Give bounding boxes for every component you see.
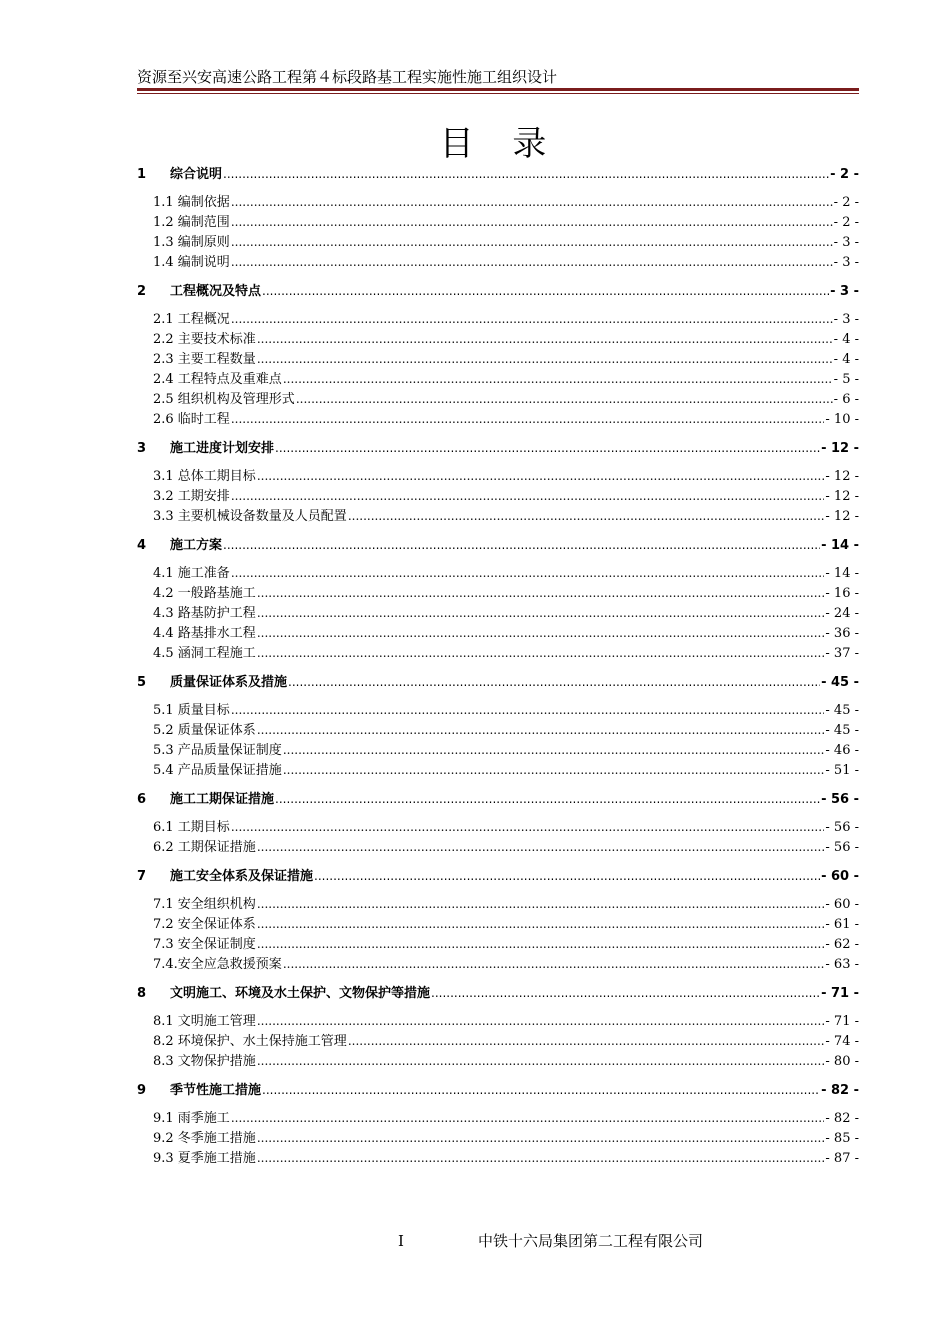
toc-section-4[interactable] xyxy=(137,535,859,555)
toc-leader-dots xyxy=(257,720,825,741)
toc-subsection[interactable] xyxy=(137,583,859,603)
toc-subsection-label: 9.3 夏季施工措施 xyxy=(153,1151,256,1166)
toc-page-number: - 2 - xyxy=(830,167,859,182)
toc-leader-dots xyxy=(283,954,825,975)
toc-page-number: - 5 - xyxy=(833,372,859,387)
toc-subsection[interactable] xyxy=(137,232,859,252)
toc-subsection[interactable] xyxy=(137,643,859,663)
toc-subsection-label: 8.3 文物保护措施 xyxy=(153,1054,256,1069)
toc-subsection-label: 5.1 质量目标 xyxy=(153,703,230,718)
toc-leader-dots xyxy=(257,1051,825,1072)
toc-leader-dots xyxy=(231,486,825,507)
toc-page-number: - 82 - xyxy=(825,1111,859,1126)
toc-subsection-label: 3.2 工期安排 xyxy=(153,489,230,504)
toc-subsection-label: 3.1 总体工期目标 xyxy=(153,469,256,484)
toc-subsection[interactable] xyxy=(137,934,859,954)
toc-section-label: 施工安全体系及保证措施 xyxy=(170,869,314,884)
toc-subsection[interactable] xyxy=(137,192,859,212)
toc-leader-dots xyxy=(314,866,820,887)
toc-section-number: 6 xyxy=(137,792,147,807)
toc-leader-dots xyxy=(231,309,833,330)
toc-section-8[interactable] xyxy=(137,983,859,1003)
footer-organization: 中铁十六局集团第二工程有限公司 xyxy=(478,1232,704,1250)
toc-section-label: 施工进度计划安排 xyxy=(170,441,275,456)
toc-leader-dots xyxy=(257,329,833,350)
toc-subsection[interactable] xyxy=(137,466,859,486)
toc-subsection-label: 2.6 临时工程 xyxy=(153,412,230,427)
toc-page-number: - 80 - xyxy=(825,1054,859,1069)
toc-leader-dots xyxy=(348,1031,825,1052)
toc-subsection-label: 5.4 产品质量保证措施 xyxy=(153,763,282,778)
toc-leader-dots xyxy=(231,409,825,430)
toc-leader-dots xyxy=(231,817,825,838)
toc-page-number: - 56 - xyxy=(825,820,859,835)
toc-subsection[interactable] xyxy=(137,252,859,272)
toc-leader-dots xyxy=(257,603,825,624)
toc-page-number: - 60 - xyxy=(821,869,859,884)
toc-subsection-label: 1.3 编制原则 xyxy=(153,235,230,250)
toc-subsection-label: 5.2 质量保证体系 xyxy=(153,723,256,738)
toc-leader-dots xyxy=(223,164,829,185)
toc-subsection[interactable] xyxy=(137,720,859,740)
toc-section-2[interactable] xyxy=(137,281,859,301)
toc-section-number: 5 xyxy=(137,675,147,690)
toc-page-number: - 3 - xyxy=(833,255,859,270)
toc-page-number: - 10 - xyxy=(825,412,859,427)
toc-subsection[interactable] xyxy=(137,740,859,760)
toc-leader-dots xyxy=(296,389,833,410)
toc-page-number: - 60 - xyxy=(825,897,859,912)
toc-page-number: - 62 - xyxy=(825,937,859,952)
toc-section-number: 7 xyxy=(137,869,147,884)
footer-page-number: I xyxy=(398,1232,404,1250)
toc-section-number: 8 xyxy=(137,986,147,1001)
toc-subsection-label: 9.1 雨季施工 xyxy=(153,1111,230,1126)
toc-subsection-label: 4.3 路基防护工程 xyxy=(153,606,256,621)
toc-subsection-label: 9.2 冬季施工措施 xyxy=(153,1131,256,1146)
toc-page-number: - 51 - xyxy=(825,763,859,778)
toc-section-label: 施工工期保证措施 xyxy=(170,792,275,807)
toc-leader-dots xyxy=(275,438,820,459)
toc-leader-dots xyxy=(283,740,825,761)
toc-page-number: - 14 - xyxy=(825,566,859,581)
toc-subsection[interactable] xyxy=(137,486,859,506)
toc-subsection-label: 7.1 安全组织机构 xyxy=(153,897,256,912)
toc-subsection[interactable] xyxy=(137,1108,859,1128)
toc-page-number: - 37 - xyxy=(825,646,859,661)
toc-leader-dots xyxy=(257,914,825,935)
toc-leader-dots xyxy=(431,983,820,1004)
toc-leader-dots xyxy=(283,369,833,390)
toc-subsection[interactable] xyxy=(137,389,859,409)
toc-leader-dots xyxy=(223,535,820,556)
toc-subsection-label: 1.2 编制范围 xyxy=(153,215,230,230)
toc-leader-dots xyxy=(257,349,833,370)
toc-page-number: - 45 - xyxy=(825,703,859,718)
toc-subsection-label: 1.1 编制依据 xyxy=(153,195,230,210)
toc-leader-dots xyxy=(257,1148,825,1169)
toc-section-9[interactable] xyxy=(137,1080,859,1100)
toc-subsection-label: 2.2 主要技术标准 xyxy=(153,332,256,347)
toc-subsection[interactable] xyxy=(137,409,859,429)
toc-subsection-label: 7.3 安全保证制度 xyxy=(153,937,256,952)
toc-leader-dots xyxy=(257,894,825,915)
toc-page-number: - 45 - xyxy=(821,675,859,690)
toc-subsection-label: 6.2 工期保证措施 xyxy=(153,840,256,855)
toc-subsection-label: 4.4 路基排水工程 xyxy=(153,626,256,641)
toc-subsection[interactable] xyxy=(137,1148,859,1168)
toc-subsection[interactable] xyxy=(137,837,859,857)
toc-subsection-label: 2.3 主要工程数量 xyxy=(153,352,256,367)
toc-leader-dots xyxy=(257,583,825,604)
toc-page-number: - 4 - xyxy=(833,352,859,367)
toc-leader-dots xyxy=(283,760,825,781)
toc-page-number: - 12 - xyxy=(825,509,859,524)
toc-subsection-label: 6.1 工期目标 xyxy=(153,820,230,835)
toc-subsection[interactable] xyxy=(137,1011,859,1031)
toc-leader-dots xyxy=(348,506,825,527)
toc-section-label: 文明施工、环境及水土保护、文物保护等措施 xyxy=(170,986,431,1001)
toc-page-number: - 14 - xyxy=(821,538,859,553)
toc-leader-dots xyxy=(231,563,825,584)
toc-leader-dots xyxy=(231,700,825,721)
toc-subsection[interactable] xyxy=(137,212,859,232)
toc-page-number: - 45 - xyxy=(825,723,859,738)
toc-section-number: 4 xyxy=(137,538,147,553)
toc-subsection-label: 5.3 产品质量保证制度 xyxy=(153,743,282,758)
toc-page-number: - 12 - xyxy=(821,441,859,456)
toc-subsection[interactable] xyxy=(137,700,859,720)
toc-leader-dots xyxy=(262,1080,820,1101)
toc-page-number: - 87 - xyxy=(825,1151,859,1166)
toc-leader-dots xyxy=(257,623,825,644)
toc-page-number: - 85 - xyxy=(825,1131,859,1146)
toc-leader-dots xyxy=(288,672,820,693)
toc-leader-dots xyxy=(257,934,825,955)
toc-subsection-label: 7.4.安全应急救援预案 xyxy=(153,957,282,972)
toc-subsection[interactable] xyxy=(137,369,859,389)
toc-section-label: 工程概况及特点 xyxy=(170,284,262,299)
toc-subsection[interactable] xyxy=(137,894,859,914)
toc-section-number: 9 xyxy=(137,1083,147,1098)
toc-subsection[interactable] xyxy=(137,817,859,837)
toc-leader-dots xyxy=(275,789,820,810)
toc-section-number: 3 xyxy=(137,441,147,456)
toc-page-number: - 71 - xyxy=(821,986,859,1001)
toc-subsection[interactable] xyxy=(137,623,859,643)
toc-page-number: - 56 - xyxy=(821,792,859,807)
toc-subsection[interactable] xyxy=(137,914,859,934)
toc-leader-dots xyxy=(231,192,833,213)
toc-subsection-label: 8.2 环境保护、水土保持施工管理 xyxy=(153,1034,347,1049)
toc-page-number: - 3 - xyxy=(830,284,859,299)
toc-subsection-label: 2.1 工程概况 xyxy=(153,312,230,327)
toc-subsection[interactable] xyxy=(137,603,859,623)
toc-page-number: - 2 - xyxy=(833,215,859,230)
toc-page-number: - 2 - xyxy=(833,195,859,210)
toc-page-number: - 46 - xyxy=(825,743,859,758)
toc-section-number: 1 xyxy=(137,167,147,182)
toc-leader-dots xyxy=(257,1011,825,1032)
toc-leader-dots xyxy=(257,643,825,664)
toc-page-number: - 24 - xyxy=(825,606,859,621)
toc-leader-dots xyxy=(231,1108,825,1129)
toc-subsection[interactable] xyxy=(137,506,859,526)
toc-page-number: - 3 - xyxy=(833,312,859,327)
toc-leader-dots xyxy=(257,837,825,858)
toc-page-number: - 82 - xyxy=(821,1083,859,1098)
toc-page-number: - 6 - xyxy=(833,392,859,407)
toc-section-3[interactable] xyxy=(137,438,859,458)
toc-subsection-label: 4.1 施工准备 xyxy=(153,566,230,581)
toc-leader-dots xyxy=(257,1128,825,1149)
toc-section-label: 施工方案 xyxy=(170,538,223,553)
toc-section-number: 2 xyxy=(137,284,147,299)
toc-page-number: - 12 - xyxy=(825,489,859,504)
header-rule xyxy=(137,88,859,94)
toc-leader-dots xyxy=(231,212,833,233)
toc-subsection-label: 4.2 一般路基施工 xyxy=(153,586,256,601)
table-of-contents xyxy=(137,164,859,1168)
toc-page-number: - 16 - xyxy=(825,586,859,601)
toc-subsection[interactable] xyxy=(137,1031,859,1051)
toc-subsection-label: 4.5 涵洞工程施工 xyxy=(153,646,256,661)
toc-subsection[interactable] xyxy=(137,309,859,329)
toc-title: 目 录 xyxy=(439,124,561,164)
toc-page-number: - 74 - xyxy=(825,1034,859,1049)
toc-subsection[interactable] xyxy=(137,1128,859,1148)
toc-leader-dots xyxy=(257,466,825,487)
toc-leader-dots xyxy=(231,232,833,253)
toc-subsection-label: 7.2 安全保证体系 xyxy=(153,917,256,932)
toc-subsection[interactable] xyxy=(137,1051,859,1071)
toc-subsection-label: 8.1 文明施工管理 xyxy=(153,1014,256,1029)
toc-section-5[interactable] xyxy=(137,672,859,692)
toc-subsection[interactable] xyxy=(137,760,859,780)
toc-page-number: - 3 - xyxy=(833,235,859,250)
toc-section-label: 季节性施工措施 xyxy=(170,1083,262,1098)
toc-page-number: - 36 - xyxy=(825,626,859,641)
toc-subsection-label: 1.4 编制说明 xyxy=(153,255,230,270)
toc-page-number: - 71 - xyxy=(825,1014,859,1029)
toc-subsection[interactable] xyxy=(137,954,859,974)
toc-subsection[interactable] xyxy=(137,563,859,583)
toc-subsection-label: 2.5 组织机构及管理形式 xyxy=(153,392,295,407)
toc-page-number: - 4 - xyxy=(833,332,859,347)
toc-subsection-label: 3.3 主要机械设备数量及人员配置 xyxy=(153,509,347,524)
toc-section-6[interactable] xyxy=(137,789,859,809)
toc-leader-dots xyxy=(262,281,829,302)
toc-page-number: - 56 - xyxy=(825,840,859,855)
toc-section-7[interactable] xyxy=(137,866,859,886)
toc-page-number: - 63 - xyxy=(825,957,859,972)
toc-subsection[interactable] xyxy=(137,329,859,349)
toc-page-number: - 61 - xyxy=(825,917,859,932)
toc-section-label: 质量保证体系及措施 xyxy=(170,675,288,690)
toc-page-number: - 12 - xyxy=(825,469,859,484)
toc-subsection-label: 2.4 工程特点及重难点 xyxy=(153,372,282,387)
document-header: 资源至兴安高速公路工程第４标段路基工程实施性施工组织设计 xyxy=(137,68,558,86)
toc-subsection[interactable] xyxy=(137,349,859,369)
toc-section-label: 综合说明 xyxy=(170,167,223,182)
toc-section-1[interactable] xyxy=(137,164,859,184)
toc-leader-dots xyxy=(231,252,833,273)
